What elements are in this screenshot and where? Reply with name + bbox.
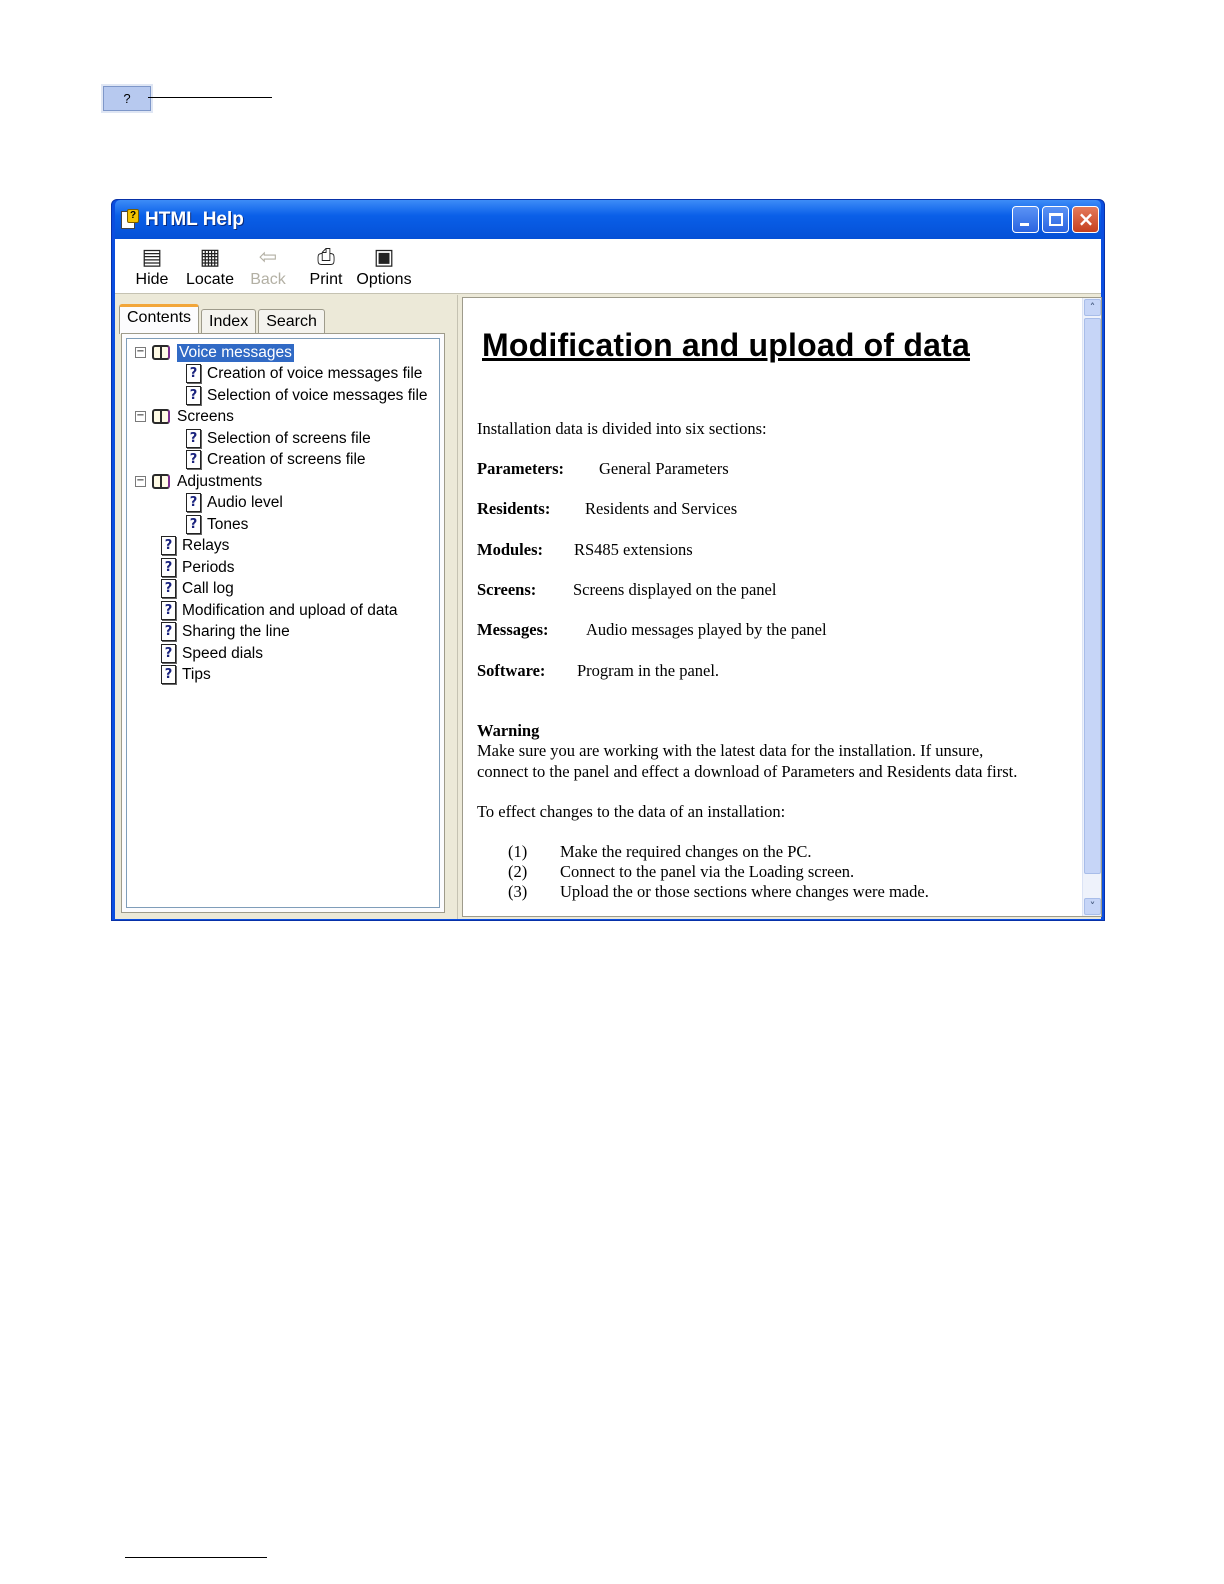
tab-search[interactable]: Search — [258, 309, 325, 334]
tab-contents[interactable]: Contents — [119, 304, 199, 334]
book-icon — [152, 473, 172, 491]
warning-text-line-2: connect to the panel and effect a download of Parameters and Residents data first. — [477, 762, 1018, 781]
tree-item-audio-level[interactable]: ? Audio level — [186, 492, 283, 513]
callout-line — [148, 97, 272, 98]
step-number: (1) — [508, 842, 528, 861]
contents-tree-panel — [121, 333, 445, 913]
tree-item-creation-screens-file[interactable]: ? Creation of screens file — [186, 449, 366, 470]
tree-item-sharing-line[interactable]: ? Sharing the line — [161, 621, 290, 642]
maximize-button[interactable] — [1042, 206, 1069, 233]
help-topic-icon: ? — [186, 364, 201, 383]
maximize-icon — [1049, 213, 1063, 226]
section-label: Residents: — [477, 499, 551, 518]
step-text: Make the required changes on the PC. — [560, 842, 812, 861]
section-row — [477, 580, 776, 600]
locate-icon: ▦ — [199, 244, 221, 270]
help-topic-icon: ? — [161, 601, 176, 620]
help-topic-icon: ? — [186, 493, 201, 512]
section-label: Parameters: — [477, 459, 565, 478]
warning-title: Warning — [477, 721, 540, 740]
minimize-button[interactable] — [1012, 206, 1039, 233]
footer-rule — [125, 1557, 267, 1558]
hide-button[interactable]: ▤ Hide — [135, 244, 169, 288]
step-row — [508, 862, 854, 882]
help-topic-icon: ? — [161, 665, 176, 684]
help-button[interactable]: ? — [103, 86, 151, 111]
section-row — [477, 459, 729, 479]
window-title: HTML Help — [145, 208, 244, 230]
step-number: (3) — [508, 882, 528, 901]
contents-tree — [126, 338, 440, 908]
nav-tabs — [119, 304, 327, 334]
topic-content-pane — [462, 297, 1102, 917]
step-row — [508, 882, 929, 902]
print-button[interactable]: ⎙ Print — [309, 244, 343, 288]
topic-heading: Modification and upload of data — [482, 327, 970, 363]
tree-item-screens[interactable]: − Screens — [136, 407, 234, 425]
options-button[interactable]: ▣ Options — [356, 244, 412, 288]
help-app-icon: ? — [119, 209, 139, 231]
back-button[interactable]: ⇦ Back — [250, 244, 286, 288]
tree-item-tips[interactable]: ? Tips — [161, 664, 211, 685]
help-topic-icon: ? — [186, 386, 201, 405]
title-bar[interactable] — [115, 200, 1101, 239]
printer-icon: ⎙ — [317, 244, 335, 270]
book-icon — [152, 408, 172, 426]
scroll-up-icon[interactable]: ˄ — [1084, 299, 1101, 316]
tree-item-tones[interactable]: ? Tones — [186, 514, 248, 535]
section-row — [477, 540, 693, 560]
section-label: Screens: — [477, 580, 537, 599]
tree-item-selection-screens-file[interactable]: ? Selection of screens file — [186, 428, 371, 449]
collapse-icon[interactable]: − — [136, 475, 145, 486]
tree-item-periods[interactable]: ? Periods — [161, 557, 235, 578]
help-topic-icon: ? — [186, 515, 201, 534]
vertical-scrollbar[interactable] — [1082, 298, 1101, 916]
tree-item-creation-voice-file[interactable]: ? Creation of voice messages file — [186, 363, 422, 384]
section-row — [477, 499, 737, 519]
minimize-icon — [1020, 223, 1029, 226]
tree-item-modification-upload[interactable]: ? Modification and upload of data — [161, 600, 397, 621]
scrollbar-thumb[interactable] — [1084, 318, 1101, 874]
tree-item-selection-voice-file[interactable]: ? Selection of voice messages file — [186, 385, 428, 406]
scroll-down-icon[interactable]: ˅ — [1084, 898, 1101, 915]
book-icon — [152, 344, 172, 362]
section-text: Residents and Services — [585, 499, 738, 518]
tree-item-relays[interactable]: ? Relays — [161, 535, 229, 556]
help-topic-icon: ? — [186, 450, 201, 469]
section-text: Audio messages played by the panel — [586, 620, 827, 639]
step-number: (2) — [508, 862, 528, 881]
collapse-icon[interactable]: − — [136, 410, 145, 421]
steps-intro: To effect changes to the data of an installation: — [477, 802, 786, 821]
section-text: Program in the panel. — [577, 661, 720, 680]
section-label: Modules: — [477, 540, 543, 559]
step-text: Upload the or those sections where changes were made. — [560, 882, 929, 901]
close-button[interactable] — [1072, 206, 1099, 233]
tree-item-adjustments[interactable]: − Adjustments — [136, 472, 263, 490]
section-label: Messages: — [477, 620, 549, 639]
intro-text: Installation data is divided into six sections: — [477, 419, 767, 438]
warning-text-line-1: Make sure you are working with the latest data for the installation. If unsure, — [477, 741, 984, 760]
window-client — [115, 239, 1101, 919]
help-topic-icon: ? — [161, 622, 176, 641]
locate-button[interactable]: ▦ Locate — [185, 244, 235, 288]
section-row — [477, 661, 719, 681]
help-topic-icon: ? — [161, 536, 176, 555]
help-topic-icon: ? — [186, 429, 201, 448]
back-arrow-icon: ⇦ — [258, 244, 278, 270]
section-text: RS485 extensions — [574, 540, 693, 559]
tree-item-call-log[interactable]: ? Call log — [161, 578, 234, 599]
tree-item-speed-dials[interactable]: ? Speed dials — [161, 643, 263, 664]
section-row — [477, 620, 827, 640]
options-icon: ▣ — [373, 244, 395, 270]
tree-item-voice-messages[interactable]: − Voice messages — [136, 343, 292, 361]
step-text: Connect to the panel via the Loading screen. — [560, 862, 855, 881]
help-topic-icon: ? — [161, 579, 176, 598]
section-text: General Parameters — [599, 459, 729, 478]
help-topic-icon: ? — [161, 558, 176, 577]
section-label: Software: — [477, 661, 546, 680]
toolbar — [115, 239, 1101, 294]
collapse-icon[interactable]: − — [136, 346, 145, 357]
close-icon: × — [1077, 207, 1095, 231]
help-topic-icon: ? — [161, 644, 176, 663]
tab-index[interactable]: Index — [201, 309, 256, 334]
hide-icon: ▤ — [141, 244, 163, 270]
html-help-window — [111, 199, 1105, 921]
step-row — [508, 842, 812, 862]
section-text: Screens displayed on the panel — [573, 580, 777, 599]
navigation-pane — [115, 295, 457, 919]
